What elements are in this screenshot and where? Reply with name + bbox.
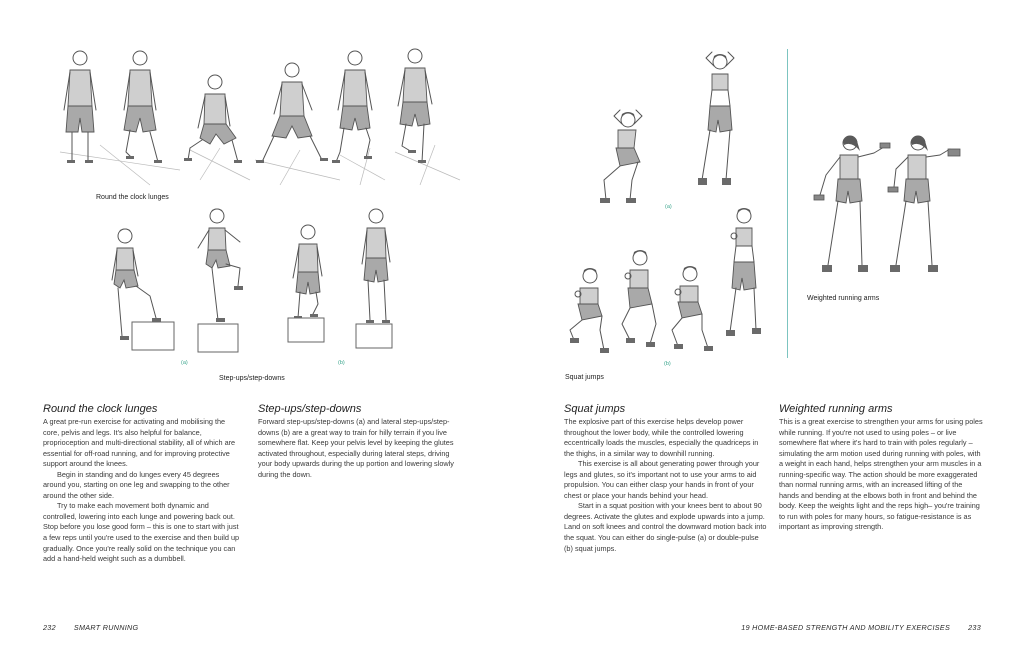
left-page-number: 232	[43, 623, 56, 632]
squat-jumps-column	[564, 403, 768, 554]
stepup-figure-a1	[112, 229, 174, 351]
stepup-figure-b1	[288, 225, 324, 342]
squat-figure-b3	[672, 266, 713, 351]
squat-jumps-illustration	[560, 40, 770, 360]
squat-caption: Squat jumps	[565, 374, 604, 381]
squat-jumps-title: Squat jumps	[564, 403, 626, 415]
left-folio	[43, 623, 138, 632]
running-arms-title: Weighted running arms	[779, 403, 893, 415]
squat-label-b: (b)	[664, 361, 671, 367]
stepups-caption: Step-ups/step-downs	[219, 375, 285, 382]
running-arms-paragraph-1: This is a great exercise to strengthen your arms for using poles while running. If you're not used to using poles – or live somewhere flat where it's hard to train with poles regularly – simulating the arm motion used during running with poles, with a weight in each hand, helps strengthen your arm muscles in a running-specific way. The action should be more exaggerated than normal running arms, with an increased lifting of the hands and bending at the elbows both in front and behind the body. Keep the weights light and the reps high– you're training to run with poles for many hours, so fatigue-resistance is as important as improving strength.	[779, 417, 983, 532]
stepups-column	[258, 403, 462, 480]
lunges-caption: Round the clock lunges	[96, 194, 169, 201]
running-arms-caption: Weighted running arms	[807, 295, 880, 302]
lunge-figure-1	[64, 51, 96, 163]
right-running-head: 19 HOME-BASED STRENGTH AND MOBILITY EXERCISES	[741, 623, 951, 632]
lunges-title: Round the clock lunges	[43, 403, 158, 415]
squat-figure-b1	[570, 268, 609, 353]
stepups-label-b: (b)	[338, 360, 345, 366]
stepups-paragraph-1: Forward step-ups/step-downs (a) and lateral step-ups/step-downs (b) are a great way to train for hilly terrain if you live somewhere flat. Keep your pelvis level by keeping the glutes activated throughout, especially during lateral steps, driving your body upwards during the up portion and lowering slowly during the down.	[258, 417, 454, 479]
vertical-divider	[787, 49, 788, 358]
left-running-head: SMART RUNNING	[73, 623, 139, 632]
arms-figure-2	[888, 136, 960, 272]
stepups-illustration	[100, 200, 420, 360]
lunge-figure-6	[398, 49, 432, 163]
squat-figure-a2	[698, 52, 734, 185]
lunges-paragraph-2: Begin in standing and do lunges every 45 degrees around you, starting on one leg and swapping to the other around the other side.	[43, 469, 230, 500]
squat-figure-b2	[622, 250, 656, 347]
stepup-figure-a2	[198, 209, 243, 353]
lunges-paragraph-3: Try to make each movement both dynamic and controlled, lowering into each lunge and powering back out. Stop before you lose good form – this is one to start with just a few reps until you're used to the exercise and then build up gradually. Once you're really solid on the technique you can add a hand-held weight such as a dumbbell.	[43, 501, 240, 564]
lunge-rays	[60, 145, 460, 185]
arms-figure-1	[814, 136, 890, 272]
lunges-column	[43, 403, 243, 565]
squat-figure-b4	[726, 208, 761, 336]
squat-label-a: (a)	[665, 204, 672, 210]
stepups-title: Step-ups/step-downs	[258, 403, 362, 415]
lunge-figure-2	[124, 51, 162, 163]
right-page-number: 233	[968, 623, 981, 632]
squat-jumps-paragraph-2: This exercise is all about generating power through your legs and glutes, so it's important not to use your arms to aid propulsion. You can either clasp your hands in front of your chest or place your hands behind your head.	[564, 459, 760, 500]
squat-figure-a1	[600, 110, 642, 203]
stepups-label-a: (a)	[181, 360, 188, 366]
lunge-figure-5	[332, 51, 372, 163]
running-arms-illustration	[800, 125, 980, 285]
lunges-illustration	[40, 40, 470, 190]
running-arms-column	[779, 403, 983, 533]
right-folio	[741, 623, 981, 632]
lunge-figure-3	[184, 75, 242, 163]
stepup-figure-b2	[356, 209, 392, 348]
squat-jumps-paragraph-1: The explosive part of this exercise helps develop power throughout the lower body, while the controlled lowering eccentrically loads the muscles, especially the quadriceps in the thighs, in a similar way to downhill running.	[564, 417, 759, 458]
lunges-paragraph-1: A great pre-run exercise for activating and mobilising the core, pelvis and legs. It's also helpful for balance, proprioception and multi-directional stability, all of which are essential for off-road running, and for improving protective support around the knees.	[43, 417, 236, 469]
squat-jumps-paragraph-3: Start in a squat position with your knees bent to about 90 degrees. Activate the glutes and explode upwards into a jump. Land on soft knees and control the downward motion back into the squat. You can either do single-pulse (a) or double-pulse (b) squat jumps.	[564, 501, 767, 553]
lunge-figure-4	[256, 63, 328, 163]
